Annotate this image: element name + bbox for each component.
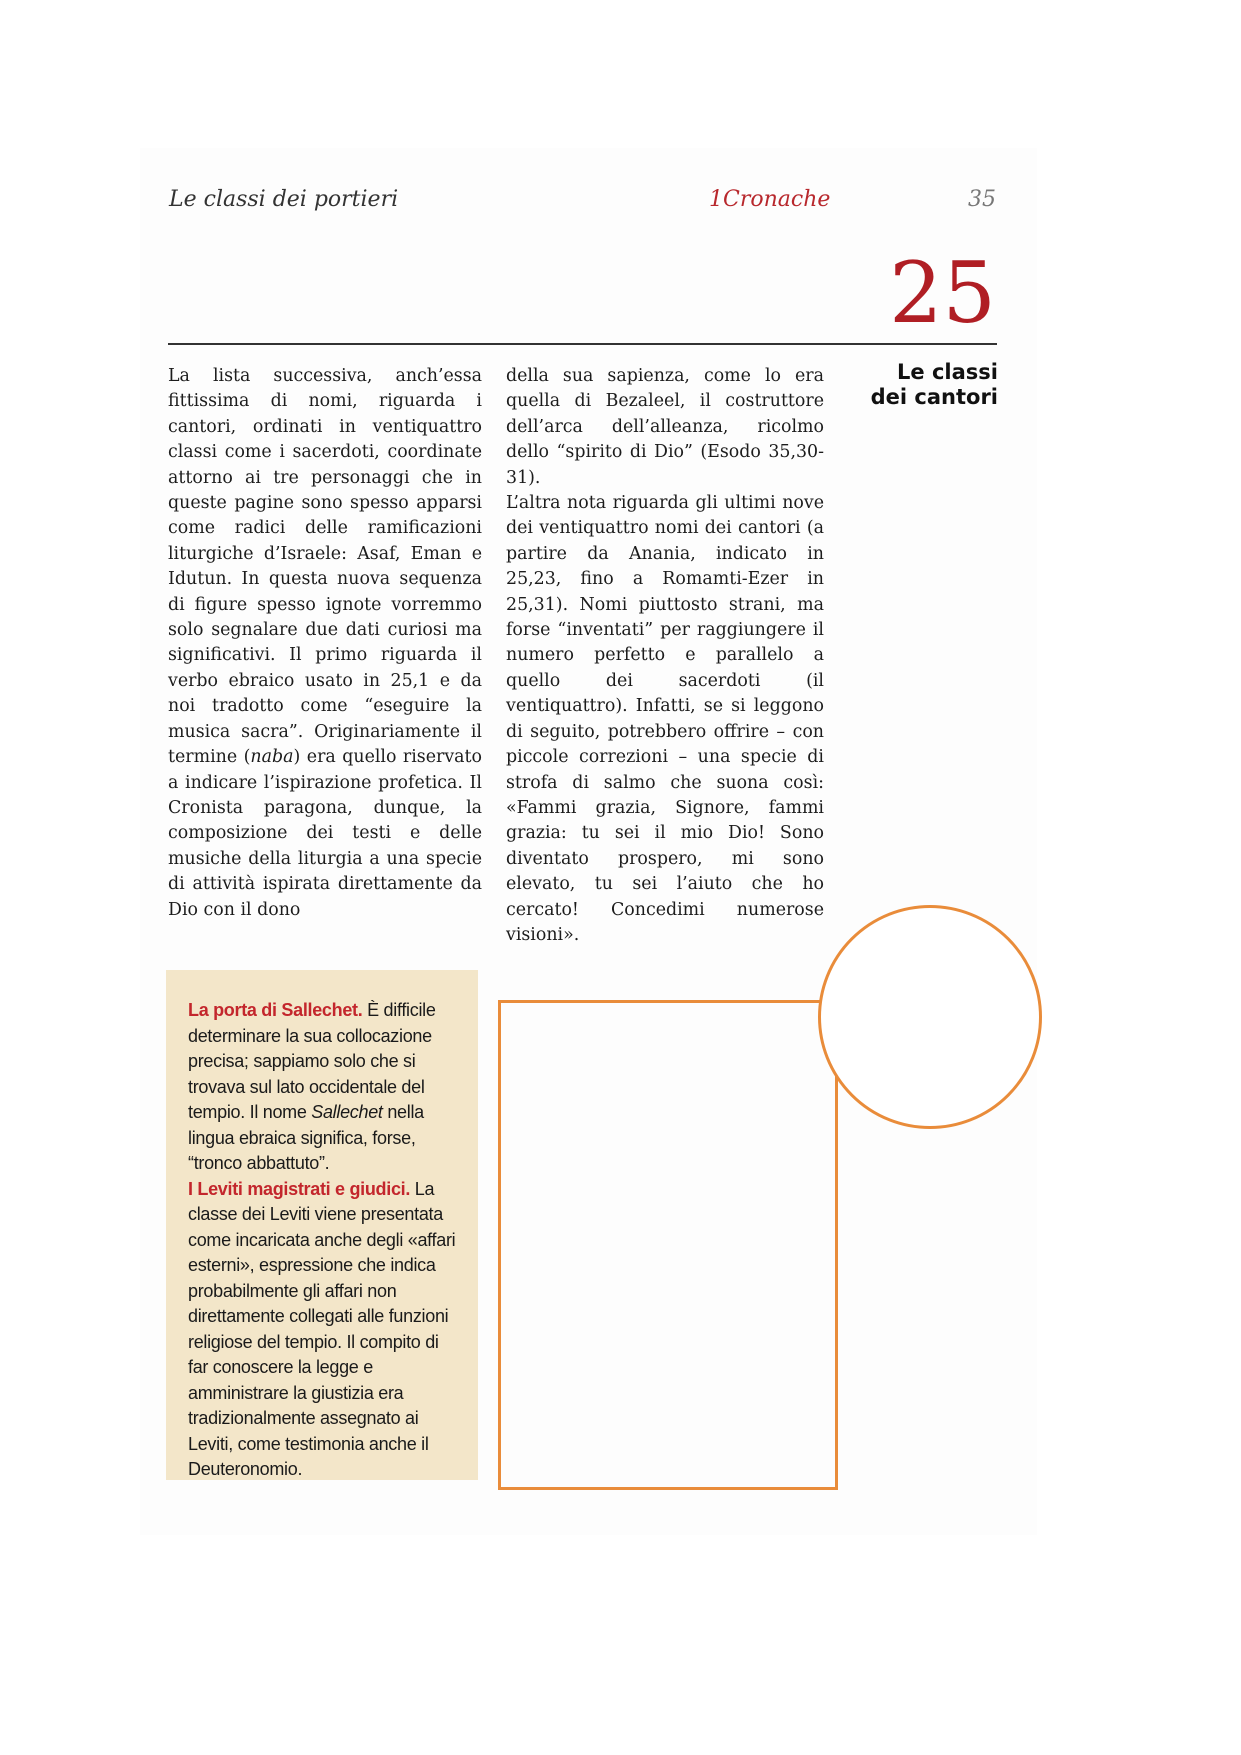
body-italic-term: naba [250,747,294,768]
body-paragraph: L’altra nota riguarda gli ultimi nove dei ventiquattro nomi dei cantori (a partire da Anania, indicato in 25,23, fino a Romamti-Ezer in 25,31). Nomi piuttosto strani, ma forse “inventati” per raggiungere il numero perfetto e parallelo a quello dei sacerdoti (il ventiquattro). Infatti, se si leggono di seguito, potrebbero offrire – con piccole correzioni – una specie di strofa di salmo che suona così: «Fammi grazia, Signore, fammi grazia: tu sei il mio Dio! Sono diventato prospero, mi sono elevato, tu sei l’aiuto che ho cercato! Concedimi numerose visioni». [506,493,824,945]
header-rule [168,343,997,345]
note-title: La porta di Sallechet. [188,1000,363,1020]
body-paragraph: della sua sapienza, come lo era quella di Bezaleel, il costruttore dell’arca dell’alleanza, ricolmo dello “spirito di Dio” (Esodo 35,30-31). [506,366,824,488]
note-title: I Leviti magistrati e giudici. [188,1178,411,1199]
note-text: La classe dei Leviti viene presentata come incaricata anche degli «affari esterni», espressione che indica probabilmente gli affari non direttamente collegati alle funzioni religiose del tempio. Il compito di far conoscere la legge e amministrare la giustizia era tradizionalmente assegnato ai Leviti, come testimonia anche il Deuteronomio. [188,1178,456,1479]
body-column-1 [168,364,482,923]
note-italic-term: Sallechet [311,1102,383,1122]
body-text: era quello riservato a indicare l’ispirazione profetica. Il Cronista paragona, dunque, la composizione dei testi e delle musiche della liturgia a una specie di attività ispirata direttamente da Dio con il dono [168,747,482,920]
annotation-rectangle [498,1000,838,1490]
running-title-book: 1Cronache [709,187,831,212]
notes-box [166,970,478,1480]
body-column-2 [506,364,824,948]
note-sallechet [188,998,458,1177]
note-leviti [188,1177,458,1483]
section-title-line1: Le classi [897,360,998,384]
section-title-line2: dei cantori [870,385,998,409]
body-text: La lista successiva, anch’essa fittissima di nomi, riguarda i cantori, ordinati in ventiquattro classi come i sacerdoti, coordinate attorno ai tre personaggi che in queste pagine sono spesso apparsi come radici delle ramificazioni liturgiche d’Israele: Asaf, Eman e Idutun. In questa nuova sequenza di figure spesso ignote vorremmo solo segnalare due dati curiosi ma significativi. Il primo riguarda il verbo ebraico usato in 25,1 e da noi tradotto come “eseguire la musica sacra”. Originariamente il termine [168,366,482,768]
body-paragraph: La lista successiva, anch’essa fittissima di nomi, riguarda i cantori, ordinati in ventiquattro classi come i sacerdoti, coordinate attorno ai tre personaggi che in queste pagine sono spesso apparsi come radici delle ramificazioni liturgiche d’Israele: Asaf, Eman e Idutun. In questa nuova sequenza di figure spesso ignote vorremmo solo segnalare due dati curiosi ma significativi. Il primo riguarda il verbo ebraico usato in 25,1 e da noi tradotto come “eseguire la musica sacra”. Originariamente il termine (naba) era quello riservato a indicare l’ispirazione profetica. Il Cronista paragona, dunque, la composizione dei testi e delle musiche della liturgia a una specie di attività ispirata direttamente da Dio con il dono [168,366,482,920]
page-number: 35 [968,187,996,212]
section-title [828,360,998,410]
chapter-number: 25 [889,244,996,342]
note-text: È difficile determinare la sua collocazione precisa; sappiamo solo che si trovava sul lato occidentale del tempio. Il nome [188,1000,436,1122]
annotation-circle [818,905,1042,1129]
note-text: nella lingua ebraica significa, forse, “tronco abbattuto”. [188,1102,424,1173]
running-title-left: Le classi dei portieri [169,187,399,212]
